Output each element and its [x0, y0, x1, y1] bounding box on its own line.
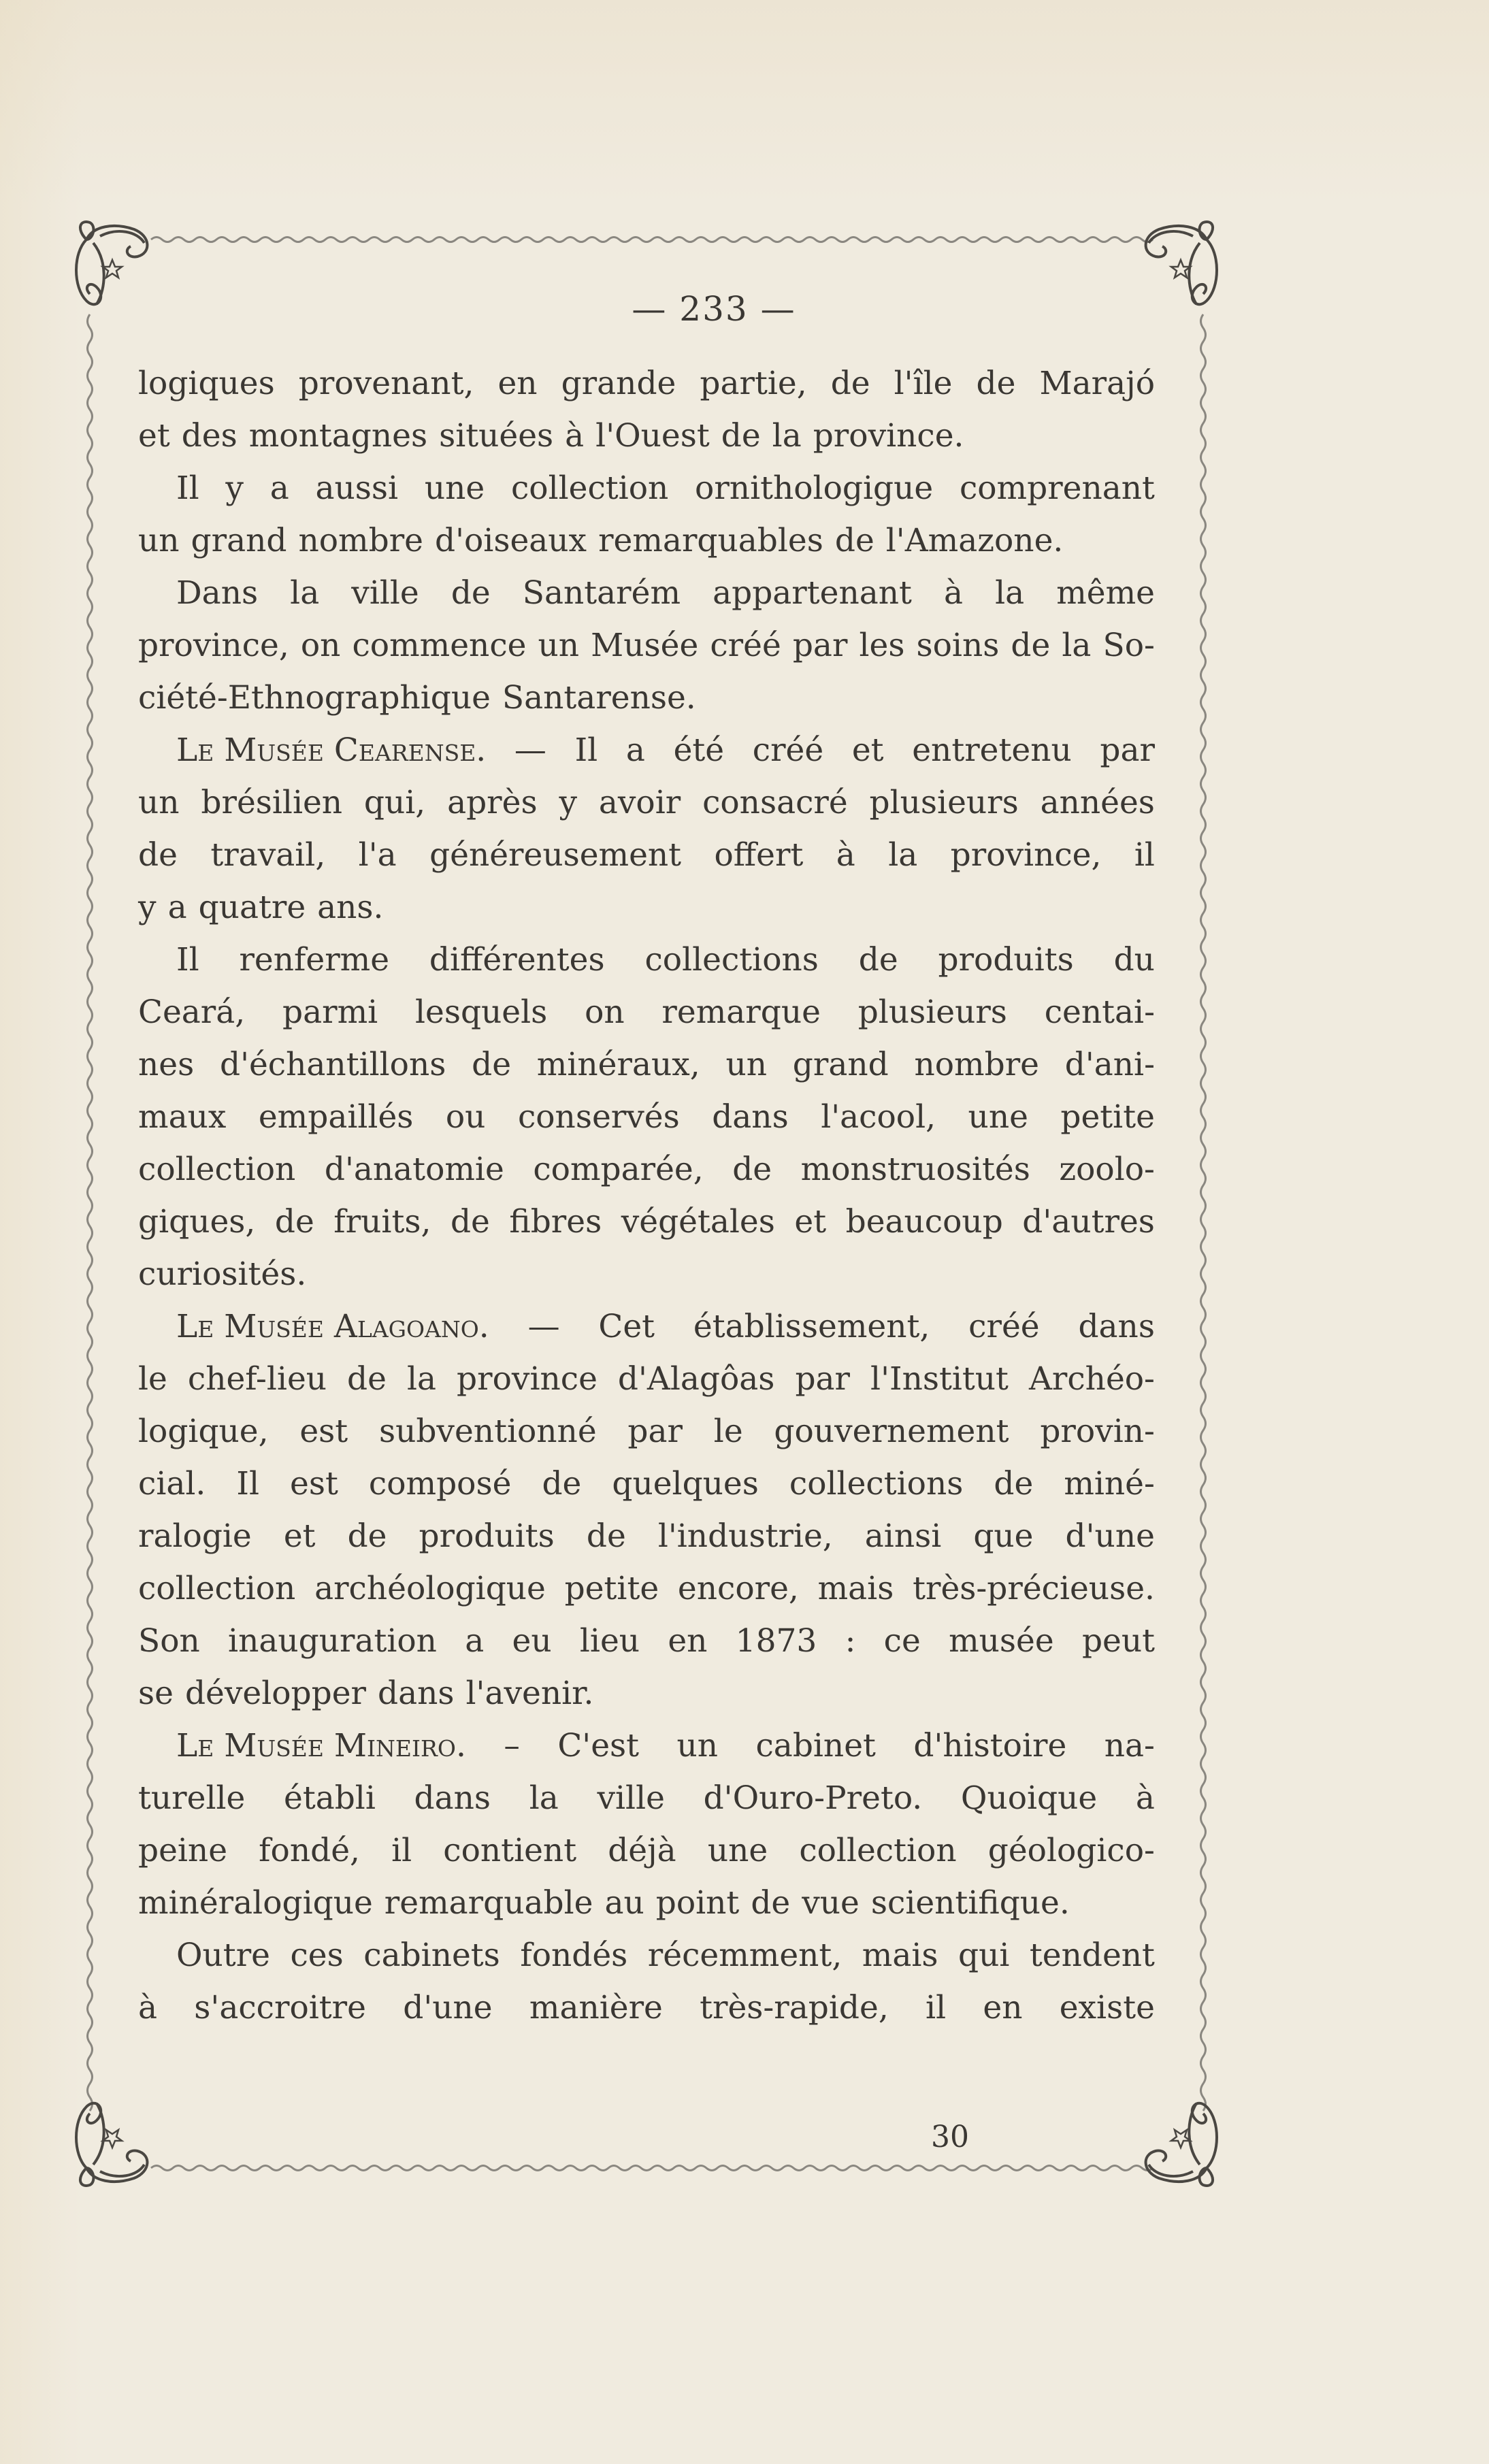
- word: l'avenir.: [465, 1675, 594, 1712]
- word: la: [888, 836, 918, 874]
- word: quelques: [612, 1465, 759, 1502]
- word: récemment,: [647, 1937, 842, 1974]
- word: offert: [714, 836, 804, 874]
- word: comparée,: [533, 1151, 704, 1188]
- word: établissement,: [693, 1308, 930, 1345]
- word: nombre: [914, 1046, 1039, 1083]
- word: inauguration: [228, 1622, 437, 1660]
- word: créé: [710, 627, 781, 664]
- paragraph: [138, 934, 1155, 1300]
- word: une: [424, 470, 485, 507]
- word: cial.: [138, 1465, 206, 1502]
- word: même: [1056, 574, 1155, 612]
- text-line: [138, 672, 1155, 724]
- word: très-précieuse.: [913, 1570, 1155, 1607]
- word: provin-: [1040, 1413, 1155, 1450]
- word: d'autres: [1022, 1203, 1155, 1241]
- word: été: [673, 732, 725, 769]
- word: Il: [176, 941, 199, 979]
- word: de: [732, 1151, 772, 1188]
- word: qui,: [363, 784, 426, 821]
- paragraph: [138, 567, 1155, 724]
- word: remarquables: [598, 522, 823, 559]
- word: archéologique: [314, 1570, 546, 1607]
- word: monstruosités: [800, 1151, 1030, 1188]
- word: province: [457, 1360, 598, 1398]
- section-heading: Le Musée Alagoano.: [176, 1308, 489, 1345]
- word: situées: [439, 417, 554, 455]
- text-line: [138, 1877, 1155, 1929]
- text-line: [138, 986, 1155, 1038]
- word: ces: [290, 1937, 344, 1974]
- word: collection: [510, 470, 669, 507]
- word: petite: [564, 1570, 659, 1607]
- word: curiosités.: [138, 1255, 307, 1293]
- word: Archéo-: [1028, 1360, 1155, 1398]
- word: avoir: [598, 784, 681, 821]
- word: Cet: [598, 1308, 655, 1345]
- word: point: [655, 1884, 740, 1922]
- word: l'Institut: [870, 1360, 1009, 1398]
- paragraph: [138, 357, 1155, 462]
- text-line: [138, 1038, 1155, 1091]
- word: a: [167, 889, 187, 926]
- text-line: [138, 1720, 1155, 1772]
- word: ville: [351, 574, 419, 612]
- word: eu: [512, 1622, 552, 1660]
- word: à: [138, 1989, 158, 2026]
- word: giques,: [138, 1203, 256, 1241]
- text-line: [138, 1196, 1155, 1248]
- word: empaillés: [258, 1098, 414, 1136]
- word: maux: [138, 1098, 227, 1136]
- text-line: [138, 724, 1155, 776]
- word: collections: [789, 1465, 964, 1502]
- word: ornithologigue: [695, 470, 934, 507]
- word: au: [604, 1884, 644, 1922]
- word: par: [792, 627, 848, 664]
- word: il: [926, 1989, 947, 2026]
- word: contient: [443, 1832, 577, 1869]
- word: de: [751, 1884, 791, 1922]
- word: y: [225, 470, 244, 507]
- word: comprenant: [959, 470, 1155, 507]
- word: une: [707, 1832, 768, 1869]
- word: grande: [561, 365, 676, 402]
- word: renferme: [239, 941, 390, 979]
- word: C'est: [557, 1727, 640, 1764]
- word: quatre: [198, 889, 306, 926]
- word: se: [138, 1675, 174, 1712]
- text-line: [138, 357, 1155, 410]
- word: existe: [1059, 1989, 1155, 2026]
- word: d'Ouro-Preto.: [703, 1779, 923, 1817]
- word: par: [627, 1413, 683, 1450]
- word: de: [1011, 627, 1051, 664]
- word: manière: [529, 1989, 663, 2026]
- word: d'oiseaux: [435, 522, 587, 559]
- word: nes: [138, 1046, 195, 1083]
- word: plusieurs: [857, 993, 1007, 1031]
- word: à: [944, 574, 964, 612]
- word: géologico-: [987, 1832, 1155, 1869]
- word: logique,: [138, 1413, 269, 1450]
- word: végétales: [621, 1203, 775, 1241]
- word: la: [529, 1779, 559, 1817]
- word: du: [1113, 941, 1155, 979]
- word: centai-: [1044, 993, 1155, 1031]
- word: provenant,: [298, 365, 474, 402]
- word: partie,: [700, 365, 807, 402]
- star-icon: [103, 260, 122, 278]
- text-line: [138, 514, 1155, 567]
- section-paragraph: [138, 1720, 1155, 1929]
- word: à: [836, 836, 855, 874]
- left-wavy-rule: [88, 314, 93, 2111]
- word: mais: [817, 1570, 894, 1607]
- text-line: [138, 1667, 1155, 1720]
- word: un: [725, 1046, 767, 1083]
- word: subventionné: [378, 1413, 597, 1450]
- text-line: [138, 1929, 1155, 1982]
- text-line: [138, 829, 1155, 881]
- word: qui: [958, 1937, 1010, 1974]
- word: produits: [419, 1517, 555, 1555]
- word: différentes: [429, 941, 605, 979]
- word: par: [1100, 732, 1155, 769]
- word: province,: [138, 627, 289, 664]
- word: minéralogique: [138, 1884, 373, 1922]
- word: années: [1040, 784, 1155, 821]
- word: ans.: [317, 889, 384, 926]
- word: d'anatomie: [324, 1151, 504, 1188]
- word: 1873: [735, 1622, 817, 1660]
- word: de: [274, 1203, 314, 1241]
- word: dans: [414, 1779, 491, 1817]
- word: de: [347, 1517, 387, 1555]
- text-line: [138, 1824, 1155, 1877]
- word: un: [676, 1727, 719, 1764]
- word: fibres: [509, 1203, 602, 1241]
- right-wavy-rule: [1201, 314, 1206, 2111]
- word: entretenu: [912, 732, 1072, 769]
- text-line: [138, 1300, 1155, 1353]
- word: dans: [1078, 1308, 1155, 1345]
- word: en: [668, 1622, 708, 1660]
- star-icon: [1171, 2130, 1190, 2148]
- page-header: — 233 —: [632, 289, 796, 329]
- word: miné-: [1064, 1465, 1155, 1502]
- word: nombre: [298, 522, 423, 559]
- text-line: [138, 934, 1155, 986]
- word: brésilien: [201, 784, 343, 821]
- word: cabinets: [363, 1937, 500, 1974]
- word: par: [795, 1360, 851, 1398]
- word: Outre: [176, 1937, 270, 1974]
- word: de: [858, 941, 898, 979]
- word: province,: [950, 836, 1102, 874]
- text-line: [138, 1405, 1155, 1458]
- word: créé: [752, 732, 824, 769]
- word: et: [851, 732, 884, 769]
- word: grand: [792, 1046, 889, 1083]
- word: d'une: [1065, 1517, 1155, 1555]
- word: ciété-Ethnographique: [138, 679, 491, 717]
- word: dans: [712, 1098, 789, 1136]
- word: Santarense.: [502, 679, 696, 717]
- star-icon: [103, 2130, 122, 2148]
- text-line: [138, 1772, 1155, 1824]
- word: Ceará,: [138, 993, 246, 1031]
- word: mais: [862, 1937, 938, 1974]
- word: fondés: [520, 1937, 628, 1974]
- word: musée: [949, 1622, 1054, 1660]
- word: est: [290, 1465, 338, 1502]
- word: ville: [597, 1779, 665, 1817]
- word: créé: [968, 1308, 1040, 1345]
- word: y: [138, 889, 157, 926]
- text-line: [138, 1562, 1155, 1615]
- word: collections: [644, 941, 819, 979]
- word: cabinet: [755, 1727, 876, 1764]
- word: de: [542, 1465, 582, 1502]
- word: Marajó: [1039, 365, 1155, 402]
- word: parmi: [282, 993, 378, 1031]
- word: s'accroitre: [194, 1989, 366, 2026]
- word: en: [983, 1989, 1023, 2026]
- word: ce: [883, 1622, 921, 1660]
- text-line: [138, 1248, 1155, 1300]
- word: à: [1135, 1779, 1155, 1817]
- word: et: [794, 1203, 827, 1241]
- word: déjà: [608, 1832, 676, 1869]
- text-line: [138, 1510, 1155, 1562]
- word: l'industrie,: [657, 1517, 833, 1555]
- word: a: [625, 732, 645, 769]
- word: turelle: [138, 1779, 246, 1817]
- star-icon: [1171, 260, 1190, 278]
- word: à: [565, 417, 585, 455]
- word: petite: [1060, 1098, 1155, 1136]
- section-heading: Le Musée Mineiro.: [176, 1727, 466, 1764]
- word: d'une: [403, 1989, 493, 2026]
- word: collection: [138, 1570, 296, 1607]
- word: produits: [938, 941, 1074, 979]
- word: il: [391, 1832, 412, 1869]
- word: de: [830, 365, 870, 402]
- word: remarque: [661, 993, 821, 1031]
- word: après: [447, 784, 538, 821]
- word: d'histoire: [913, 1727, 1067, 1764]
- section-paragraph: [138, 1300, 1155, 1720]
- word: la: [1062, 627, 1092, 664]
- word: la: [406, 1360, 437, 1398]
- word: fruits,: [333, 1203, 431, 1241]
- text-line: [138, 1982, 1155, 2034]
- word: Son: [138, 1622, 200, 1660]
- word: ou: [445, 1098, 486, 1136]
- word: —: [527, 1308, 560, 1345]
- section-paragraph: [138, 724, 1155, 934]
- word: tendent: [1029, 1937, 1155, 1974]
- word: de: [834, 522, 874, 559]
- word: peine: [138, 1832, 228, 1869]
- word: fondé,: [259, 1832, 360, 1869]
- text-line: [138, 1458, 1155, 1510]
- text-line: [138, 619, 1155, 672]
- word: Il: [236, 1465, 259, 1502]
- word: beaucoup: [845, 1203, 1003, 1241]
- word: na-: [1104, 1727, 1155, 1764]
- word: ralogie: [138, 1517, 252, 1555]
- word: de: [994, 1465, 1034, 1502]
- word: l'Amazone.: [885, 522, 1064, 559]
- text-line: [138, 1353, 1155, 1405]
- word: montagnes: [248, 417, 428, 455]
- text-line: [138, 462, 1155, 514]
- word: peut: [1081, 1622, 1155, 1660]
- word: a: [465, 1622, 485, 1660]
- word: lieu: [579, 1622, 640, 1660]
- word: la: [772, 417, 802, 455]
- word: collection: [138, 1151, 296, 1188]
- word: de: [347, 1360, 387, 1398]
- word: de: [586, 1517, 626, 1555]
- bottom-wavy-rule: [151, 2166, 1153, 2171]
- word: un: [138, 784, 180, 821]
- signature-mark: 30: [931, 2120, 969, 2154]
- word: le: [713, 1413, 743, 1450]
- top-wavy-rule: [151, 237, 1153, 242]
- word: de: [450, 1203, 490, 1241]
- word: zoolo-: [1059, 1151, 1155, 1188]
- word: aussi: [315, 470, 399, 507]
- word: et: [283, 1517, 316, 1555]
- word: d'ani-: [1064, 1046, 1155, 1083]
- corner-flourish-bottom-left-icon: [76, 2103, 147, 2186]
- text-line: [138, 567, 1155, 619]
- paragraph: [138, 462, 1155, 567]
- word: Santarém: [522, 574, 681, 612]
- word: Il: [574, 732, 598, 769]
- word: le: [138, 1360, 167, 1398]
- word: l'Ouest: [595, 417, 710, 455]
- word: Il: [176, 470, 199, 507]
- word: très-rapide,: [700, 1989, 889, 2026]
- word: Quoique: [960, 1779, 1098, 1817]
- word: minéraux,: [536, 1046, 700, 1083]
- word: la: [995, 574, 1025, 612]
- word: commence: [352, 627, 527, 664]
- body-text: [138, 357, 1155, 2034]
- word: soins: [916, 627, 1000, 664]
- word: dans: [378, 1675, 455, 1712]
- text-line: [138, 1091, 1155, 1143]
- word: a: [269, 470, 289, 507]
- section-heading: Le Musée Cearense.: [176, 732, 487, 769]
- paragraph: [138, 1929, 1155, 2034]
- word: logiques: [138, 365, 275, 402]
- word: collection: [799, 1832, 957, 1869]
- word: l'acool,: [821, 1098, 936, 1136]
- word: chef-lieu: [187, 1360, 327, 1398]
- word: est: [299, 1413, 348, 1450]
- word: de: [472, 1046, 512, 1083]
- word: des: [181, 417, 238, 455]
- word: conservés: [517, 1098, 680, 1136]
- word: grand: [191, 522, 287, 559]
- word: So-: [1102, 627, 1155, 664]
- word: de: [138, 836, 178, 874]
- text-line: [138, 881, 1155, 934]
- text-line: [138, 1143, 1155, 1196]
- word: —: [514, 732, 546, 769]
- word: :: [845, 1622, 856, 1660]
- word: un: [538, 627, 580, 664]
- word: établi: [284, 1779, 376, 1817]
- word: que: [973, 1517, 1034, 1555]
- word: vue: [802, 1884, 860, 1922]
- word: remarquable: [384, 1884, 593, 1922]
- word: la: [290, 574, 320, 612]
- word: de: [721, 417, 761, 455]
- word: de: [976, 365, 1016, 402]
- word: l'a: [358, 836, 397, 874]
- word: et: [138, 417, 170, 455]
- word: travail,: [210, 836, 326, 874]
- word: il: [1134, 836, 1155, 874]
- text-line: [138, 410, 1155, 462]
- word: lesquels: [414, 993, 548, 1031]
- word: développer: [184, 1675, 366, 1712]
- word: appartenant: [713, 574, 912, 612]
- word: les: [859, 627, 905, 664]
- word: une: [968, 1098, 1028, 1136]
- word: généreusement: [429, 836, 682, 874]
- corner-flourish-bottom-right-icon: [1146, 2103, 1217, 2186]
- word: encore,: [677, 1570, 799, 1607]
- word: d'échantillons: [219, 1046, 446, 1083]
- text-line: [138, 1615, 1155, 1667]
- word: plusieurs: [869, 784, 1019, 821]
- word: Dans: [176, 574, 259, 612]
- word: scientifique.: [870, 1884, 1070, 1922]
- word: composé: [368, 1465, 512, 1502]
- word: on: [300, 627, 341, 664]
- word: d'Alagôas: [617, 1360, 775, 1398]
- word: Musée: [591, 627, 699, 664]
- word: de: [451, 574, 491, 612]
- word: on: [585, 993, 625, 1031]
- word: y: [559, 784, 577, 821]
- text-line: [138, 776, 1155, 829]
- word: l'île: [894, 365, 953, 402]
- word: en: [497, 365, 538, 402]
- word: ainsi: [864, 1517, 942, 1555]
- word: consacré: [702, 784, 848, 821]
- word: un: [138, 522, 180, 559]
- word: –: [504, 1727, 520, 1764]
- word: gouvernement: [774, 1413, 1009, 1450]
- word: province.: [813, 417, 964, 455]
